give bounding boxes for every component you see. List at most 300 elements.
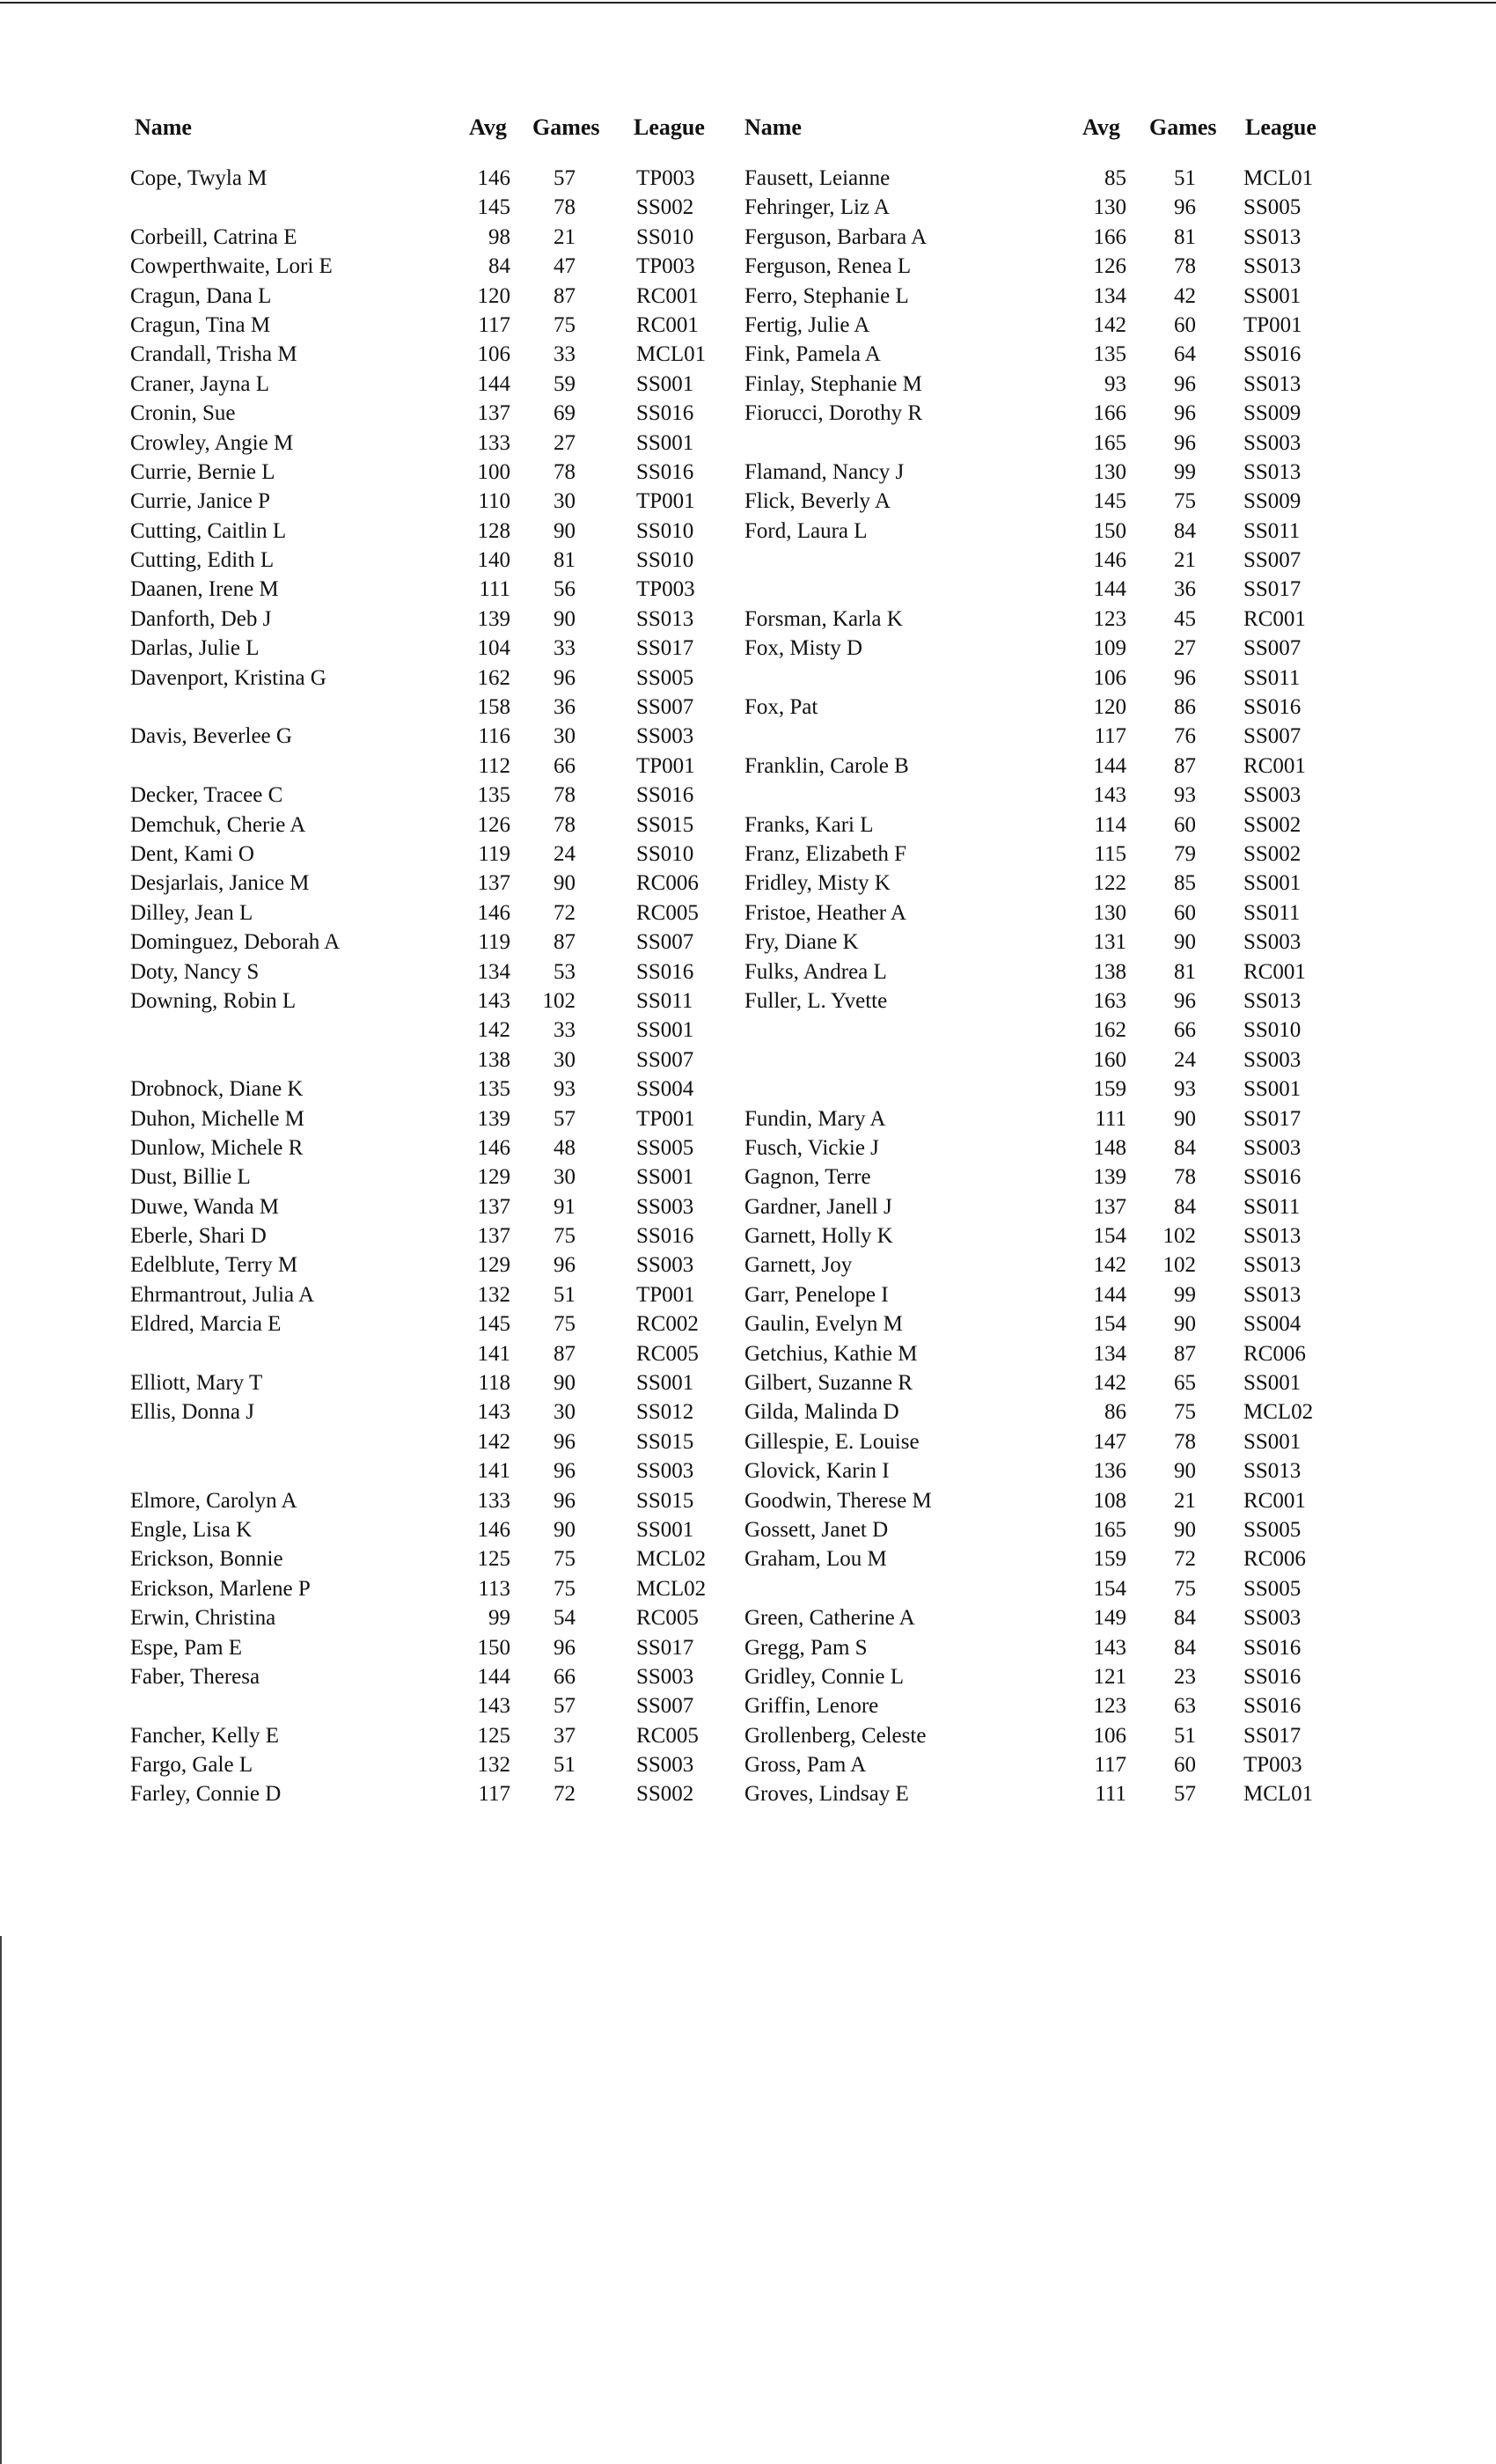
average-value: 126 (1093, 254, 1126, 279)
league-code: RC001 (636, 283, 699, 308)
games-value: 81 (1174, 224, 1196, 249)
league-code: RC001 (636, 312, 699, 337)
league-code: SS011 (1243, 1194, 1301, 1219)
bowler-name: Erickson, Bonnie (130, 1547, 283, 1572)
games-value: 45 (1174, 606, 1196, 631)
bowler-name: Cragun, Dana L (130, 283, 272, 308)
games-value: 66 (554, 753, 576, 778)
games-value: 33 (554, 342, 576, 367)
average-value: 162 (477, 665, 510, 690)
league-code: SS017 (636, 636, 694, 661)
average-value: 100 (477, 459, 510, 484)
league-code: SS007 (1243, 636, 1302, 661)
league-code: SS003 (1243, 930, 1302, 955)
league-code: SS001 (636, 1165, 694, 1190)
games-value: 75 (1174, 489, 1196, 514)
bowler-name: Green, Catherine A (744, 1606, 915, 1631)
league-code: SS001 (1243, 1077, 1302, 1102)
league-code: SS005 (636, 1135, 694, 1160)
games-value: 66 (1174, 1018, 1196, 1043)
average-value: 165 (1093, 1517, 1126, 1542)
average-value: 132 (477, 1753, 510, 1778)
average-value: 154 (1093, 1312, 1126, 1337)
average-value: 139 (477, 1106, 510, 1131)
games-value: 85 (1174, 871, 1196, 896)
games-value: 65 (1174, 1371, 1196, 1396)
games-value: 90 (1174, 930, 1196, 955)
league-code: SS005 (1243, 1517, 1302, 1542)
league-code: TP001 (636, 753, 695, 778)
league-code: SS016 (636, 401, 694, 426)
league-code: SS016 (1243, 1635, 1302, 1660)
games-value: 57 (554, 1106, 576, 1131)
average-value: 129 (477, 1165, 510, 1190)
games-value: 64 (1174, 342, 1196, 367)
league-code: SS007 (1243, 548, 1302, 573)
average-value: 146 (1093, 548, 1126, 573)
bowler-name: Crowley, Angie M (130, 430, 294, 455)
average-value: 143 (477, 1694, 510, 1719)
average-value: 137 (477, 871, 510, 896)
bowler-name: Eldred, Marcia E (130, 1312, 282, 1337)
average-value: 135 (477, 783, 510, 808)
bowler-name: Gross, Pam A (744, 1753, 867, 1778)
league-code: SS013 (1243, 371, 1302, 396)
bowler-name: Franks, Kari L (744, 812, 874, 837)
bowler-name: Fulks, Andrea L (744, 959, 887, 984)
average-value: 139 (477, 606, 510, 631)
games-value: 72 (554, 900, 576, 925)
average-value: 148 (1093, 1135, 1126, 1160)
average-value: 142 (477, 1018, 510, 1043)
average-value: 86 (1104, 1400, 1126, 1425)
average-value: 141 (477, 1341, 510, 1366)
league-code: RC006 (1243, 1547, 1306, 1572)
average-value: 132 (477, 1282, 510, 1307)
bowler-name: Fancher, Kelly E (130, 1723, 280, 1748)
average-value: 165 (1093, 430, 1126, 455)
average-value: 126 (477, 812, 510, 837)
average-value: 135 (1093, 342, 1126, 367)
games-value: 87 (554, 1341, 576, 1366)
league-code: SS005 (1243, 1576, 1302, 1601)
header-league: League (634, 114, 705, 140)
average-value: 117 (478, 312, 510, 337)
games-value: 78 (1174, 254, 1196, 279)
bowler-name: Griffin, Lenore (744, 1694, 879, 1719)
league-code: RC001 (1243, 753, 1306, 778)
bowler-name: Forsman, Karla K (744, 606, 903, 631)
bowler-name: Espe, Pam E (130, 1635, 243, 1660)
bowler-name: Franz, Elizabeth F (744, 841, 906, 866)
average-value: 145 (1093, 489, 1126, 514)
average-value: 146 (477, 1135, 510, 1160)
average-value: 143 (477, 1400, 510, 1425)
bowler-name: Crandall, Trisha M (130, 342, 297, 367)
games-value: 59 (554, 371, 576, 396)
games-value: 57 (554, 166, 576, 190)
bowler-name: Edelblute, Terry M (130, 1253, 298, 1278)
average-value: 119 (478, 930, 510, 955)
average-value: 141 (477, 1459, 510, 1484)
games-value: 99 (1174, 459, 1196, 484)
bowler-name: Graham, Lou M (744, 1547, 887, 1572)
games-value: 102 (1162, 1224, 1196, 1249)
bowler-name: Cowperthwaite, Lori E (130, 254, 333, 279)
average-value: 137 (1093, 1194, 1126, 1219)
average-value: 134 (477, 959, 510, 984)
games-value: 78 (554, 459, 576, 484)
bowler-name: Fox, Misty D (744, 636, 863, 661)
games-value: 47 (554, 254, 576, 279)
league-code: SS013 (1243, 224, 1302, 249)
bowler-name: Elliott, Mary T (130, 1371, 263, 1396)
average-value: 159 (1093, 1077, 1126, 1102)
league-code: SS016 (1243, 342, 1302, 367)
league-code: RC005 (636, 1723, 699, 1748)
league-code: SS007 (1243, 724, 1302, 749)
bowler-name: Fargo, Gale L (130, 1753, 253, 1778)
games-value: 51 (554, 1753, 576, 1778)
league-code: SS001 (1243, 283, 1302, 308)
league-code: SS013 (1243, 459, 1302, 484)
average-value: 106 (1093, 1723, 1126, 1748)
games-value: 21 (554, 224, 576, 249)
average-value: 142 (1093, 1253, 1126, 1278)
league-code: RC002 (636, 1312, 699, 1337)
average-value: 154 (1093, 1224, 1126, 1249)
league-code: TP003 (636, 254, 695, 279)
average-value: 142 (1093, 1371, 1126, 1396)
games-value: 102 (1162, 1253, 1196, 1278)
games-value: 75 (554, 1576, 576, 1601)
league-code: SS009 (1243, 489, 1302, 514)
league-code: SS016 (636, 459, 694, 484)
league-code: SS003 (1243, 783, 1302, 808)
average-value: 158 (477, 695, 510, 720)
average-value: 136 (1093, 1459, 1126, 1484)
league-code: SS010 (636, 224, 694, 249)
bowler-name: Currie, Bernie L (130, 459, 275, 484)
bowler-name: Fiorucci, Dorothy R (744, 401, 923, 426)
games-value: 96 (554, 665, 576, 690)
bowler-name: Fausett, Leianne (744, 166, 891, 190)
league-code: SS015 (636, 1429, 694, 1454)
average-value: 137 (477, 401, 510, 426)
bowler-name: Gossett, Janet D (744, 1517, 889, 1542)
bowler-name: Fehringer, Liz A (744, 195, 890, 220)
header-avg: Avg (1082, 114, 1120, 140)
league-code: MCL01 (636, 342, 707, 367)
games-value: 48 (554, 1135, 576, 1160)
average-value: 163 (1093, 988, 1126, 1013)
games-value: 69 (554, 401, 576, 426)
average-value: 140 (477, 548, 510, 573)
league-code: SS001 (636, 430, 694, 455)
league-code: SS013 (1243, 1224, 1302, 1249)
league-code: TP003 (636, 577, 695, 602)
average-value: 117 (1094, 1753, 1126, 1778)
average-value: 166 (1093, 401, 1126, 426)
bowler-name: Erickson, Marlene P (130, 1576, 311, 1601)
bowler-name: Decker, Tracee C (130, 783, 283, 808)
average-value: 147 (1093, 1429, 1126, 1454)
bowler-name: Demchuk, Cherie A (130, 812, 306, 837)
league-code: SS007 (636, 1694, 694, 1719)
average-value: 143 (1093, 1635, 1126, 1660)
games-value: 102 (542, 988, 576, 1013)
average-value: 108 (1093, 1488, 1126, 1513)
games-value: 96 (1174, 371, 1196, 396)
bowler-name: Erwin, Christina (130, 1606, 276, 1631)
league-code: SS001 (1243, 1371, 1302, 1396)
bowler-name: Fink, Pamela A (744, 342, 881, 367)
games-value: 27 (1174, 636, 1196, 661)
header-games: Games (1149, 114, 1217, 140)
league-code: SS016 (1243, 695, 1302, 720)
games-value: 86 (1174, 695, 1196, 720)
bowler-name: Daanen, Irene M (130, 577, 279, 602)
league-code: SS013 (1243, 1282, 1302, 1307)
games-value: 36 (554, 695, 576, 720)
league-code: SS001 (1243, 871, 1302, 896)
average-value: 133 (477, 430, 510, 455)
bowler-name: Gilbert, Suzanne R (744, 1371, 913, 1396)
bowler-name: Grollenberg, Celeste (744, 1723, 927, 1748)
average-value: 117 (478, 1782, 510, 1807)
average-value: 119 (478, 841, 510, 866)
games-value: 51 (554, 1282, 576, 1307)
league-code: SS011 (1243, 665, 1301, 690)
games-value: 30 (554, 1400, 576, 1425)
league-code: SS013 (636, 606, 694, 631)
average-value: 118 (478, 1371, 510, 1396)
league-code: SS015 (636, 812, 694, 837)
league-code: SS003 (636, 1459, 694, 1484)
league-code: SS002 (636, 195, 694, 220)
league-code: SS001 (1243, 1429, 1302, 1454)
bowler-name: Dunlow, Michele R (130, 1135, 304, 1160)
league-code: SS003 (1243, 1135, 1302, 1160)
average-value: 142 (477, 1429, 510, 1454)
league-code: RC001 (1243, 606, 1306, 631)
bowler-name: Glovick, Karin I (744, 1459, 890, 1484)
games-value: 90 (1174, 1106, 1196, 1131)
average-value: 128 (477, 518, 510, 543)
bowler-name: Elmore, Carolyn A (130, 1488, 297, 1513)
games-value: 53 (554, 959, 576, 984)
average-value: 139 (1093, 1165, 1126, 1190)
average-value: 98 (488, 224, 510, 249)
league-code: RC005 (636, 1341, 699, 1366)
average-value: 116 (478, 724, 510, 749)
games-value: 93 (1174, 783, 1196, 808)
league-code: SS003 (636, 1753, 694, 1778)
bowler-name: Franklin, Carole B (744, 753, 909, 778)
games-value: 30 (554, 1047, 576, 1072)
games-value: 76 (1174, 724, 1196, 749)
games-value: 81 (1174, 959, 1196, 984)
header-games: Games (532, 114, 600, 140)
bowler-name: Eberle, Shari D (130, 1224, 267, 1249)
games-value: 96 (554, 1635, 576, 1660)
league-code: SS001 (636, 371, 694, 396)
league-code: SS013 (1243, 1459, 1302, 1484)
league-code: SS004 (1243, 1312, 1302, 1337)
bowler-name: Davis, Beverlee G (130, 724, 292, 749)
bowler-name: Fundin, Mary A (744, 1106, 886, 1131)
league-code: SS010 (1243, 1018, 1302, 1043)
average-value: 144 (477, 371, 510, 396)
average-value: 138 (1093, 959, 1126, 984)
league-code: SS013 (1243, 988, 1302, 1013)
games-value: 51 (1174, 1723, 1196, 1748)
games-value: 90 (1174, 1459, 1196, 1484)
average-value: 134 (1093, 283, 1126, 308)
bowler-name: Ellis, Donna J (130, 1400, 254, 1425)
bowler-name: Drobnock, Diane K (130, 1077, 304, 1102)
bowler-name: Gaulin, Evelyn M (744, 1312, 903, 1337)
bowler-name: Goodwin, Therese M (744, 1488, 932, 1513)
bowler-name: Ferguson, Barbara A (744, 224, 928, 249)
league-code: MCL02 (636, 1547, 707, 1572)
games-value: 36 (1174, 577, 1196, 602)
bowler-name: Dent, Kami O (130, 841, 254, 866)
average-value: 160 (1093, 1047, 1126, 1072)
league-code: TP001 (636, 489, 695, 514)
league-code: SS005 (1243, 195, 1302, 220)
games-value: 96 (554, 1253, 576, 1278)
bowler-name: Groves, Lindsay E (744, 1782, 909, 1807)
games-value: 96 (1174, 195, 1196, 220)
league-code: SS002 (636, 1782, 694, 1807)
header-name: Name (135, 114, 192, 140)
games-value: 60 (1174, 1753, 1196, 1778)
league-code: SS002 (1243, 812, 1302, 837)
games-value: 84 (1174, 518, 1196, 543)
games-value: 91 (554, 1194, 576, 1219)
games-value: 90 (554, 1371, 576, 1396)
bowler-name: Corbeill, Catrina E (130, 224, 297, 249)
league-code: SS001 (636, 1371, 694, 1396)
games-value: 60 (1174, 812, 1196, 837)
league-code: MCL02 (1243, 1400, 1314, 1425)
games-value: 23 (1174, 1664, 1196, 1689)
average-value: 106 (477, 342, 510, 367)
games-value: 96 (554, 1429, 576, 1454)
bowler-name: Ehrmantrout, Julia A (130, 1282, 314, 1307)
league-code: TP003 (636, 166, 695, 190)
average-value: 134 (1093, 1341, 1126, 1366)
bowler-name: Fuller, L. Yvette (744, 988, 888, 1013)
league-code: SS007 (636, 695, 694, 720)
average-value: 117 (1094, 724, 1126, 749)
games-value: 96 (1174, 988, 1196, 1013)
league-code: SS013 (1243, 1253, 1302, 1278)
average-value: 125 (477, 1723, 510, 1748)
average-value: 150 (1093, 518, 1126, 543)
bowler-name: Danforth, Deb J (130, 606, 272, 631)
bowler-name: Gridley, Connie L (744, 1664, 904, 1689)
games-value: 66 (554, 1664, 576, 1689)
average-value: 137 (477, 1224, 510, 1249)
games-value: 90 (1174, 1312, 1196, 1337)
games-value: 99 (1174, 1282, 1196, 1307)
games-value: 78 (554, 195, 576, 220)
league-code: SS003 (1243, 430, 1302, 455)
league-code: SS015 (636, 1488, 694, 1513)
games-value: 87 (1174, 753, 1196, 778)
games-value: 75 (1174, 1400, 1196, 1425)
league-code: SS005 (636, 665, 694, 690)
average-value: 110 (478, 489, 510, 514)
average-value: 115 (1094, 841, 1126, 866)
league-code: SS017 (1243, 1723, 1302, 1748)
average-value: 131 (1093, 930, 1126, 955)
league-code: SS007 (636, 930, 694, 955)
games-value: 90 (554, 606, 576, 631)
league-code: SS003 (636, 1194, 694, 1219)
games-value: 75 (554, 312, 576, 337)
league-code: MCL01 (1243, 166, 1314, 190)
bowler-name: Cutting, Edith L (130, 548, 275, 573)
games-value: 30 (554, 489, 576, 514)
average-value: 93 (1104, 371, 1126, 396)
average-value: 111 (479, 577, 510, 602)
header-league: League (1245, 114, 1316, 140)
bowler-name: Gagnon, Terre (744, 1165, 871, 1190)
top-border-line (0, 2, 1496, 4)
league-code: SS003 (1243, 1606, 1302, 1631)
games-value: 87 (554, 283, 576, 308)
games-value: 24 (1174, 1047, 1196, 1072)
games-value: 78 (554, 783, 576, 808)
league-code: SS010 (636, 548, 694, 573)
league-code: TP001 (636, 1282, 695, 1307)
games-value: 57 (554, 1694, 576, 1719)
average-value: 129 (477, 1253, 510, 1278)
league-code: SS011 (636, 988, 693, 1013)
average-value: 130 (1093, 900, 1126, 925)
average-value: 146 (477, 900, 510, 925)
average-value: 123 (1093, 606, 1126, 631)
bowler-name: Garnett, Holly K (744, 1224, 893, 1249)
bowler-name: Gardner, Janell J (744, 1194, 892, 1219)
league-code: SS013 (1243, 254, 1302, 279)
bowler-name: Gillespie, E. Louise (744, 1429, 920, 1454)
league-code: RC005 (636, 1606, 699, 1631)
games-value: 75 (554, 1312, 576, 1337)
league-code: SS002 (1243, 841, 1302, 866)
bowler-name: Fusch, Vickie J (744, 1135, 879, 1160)
average-value: 142 (1093, 312, 1126, 337)
average-value: 146 (477, 1517, 510, 1542)
bowler-name: Ferguson, Renea L (744, 254, 912, 279)
games-value: 84 (1174, 1194, 1196, 1219)
bowler-name: Farley, Connie D (130, 1782, 282, 1807)
games-value: 21 (1174, 1488, 1196, 1513)
games-value: 30 (554, 1165, 576, 1190)
games-value: 24 (554, 841, 576, 866)
header-avg: Avg (469, 114, 507, 140)
average-value: 149 (1093, 1606, 1126, 1631)
games-value: 78 (1174, 1429, 1196, 1454)
average-value: 99 (488, 1606, 510, 1631)
games-value: 96 (1174, 430, 1196, 455)
league-code: SS016 (636, 1224, 694, 1249)
average-value: 146 (477, 166, 510, 190)
bowler-name: Currie, Janice P (130, 489, 270, 514)
